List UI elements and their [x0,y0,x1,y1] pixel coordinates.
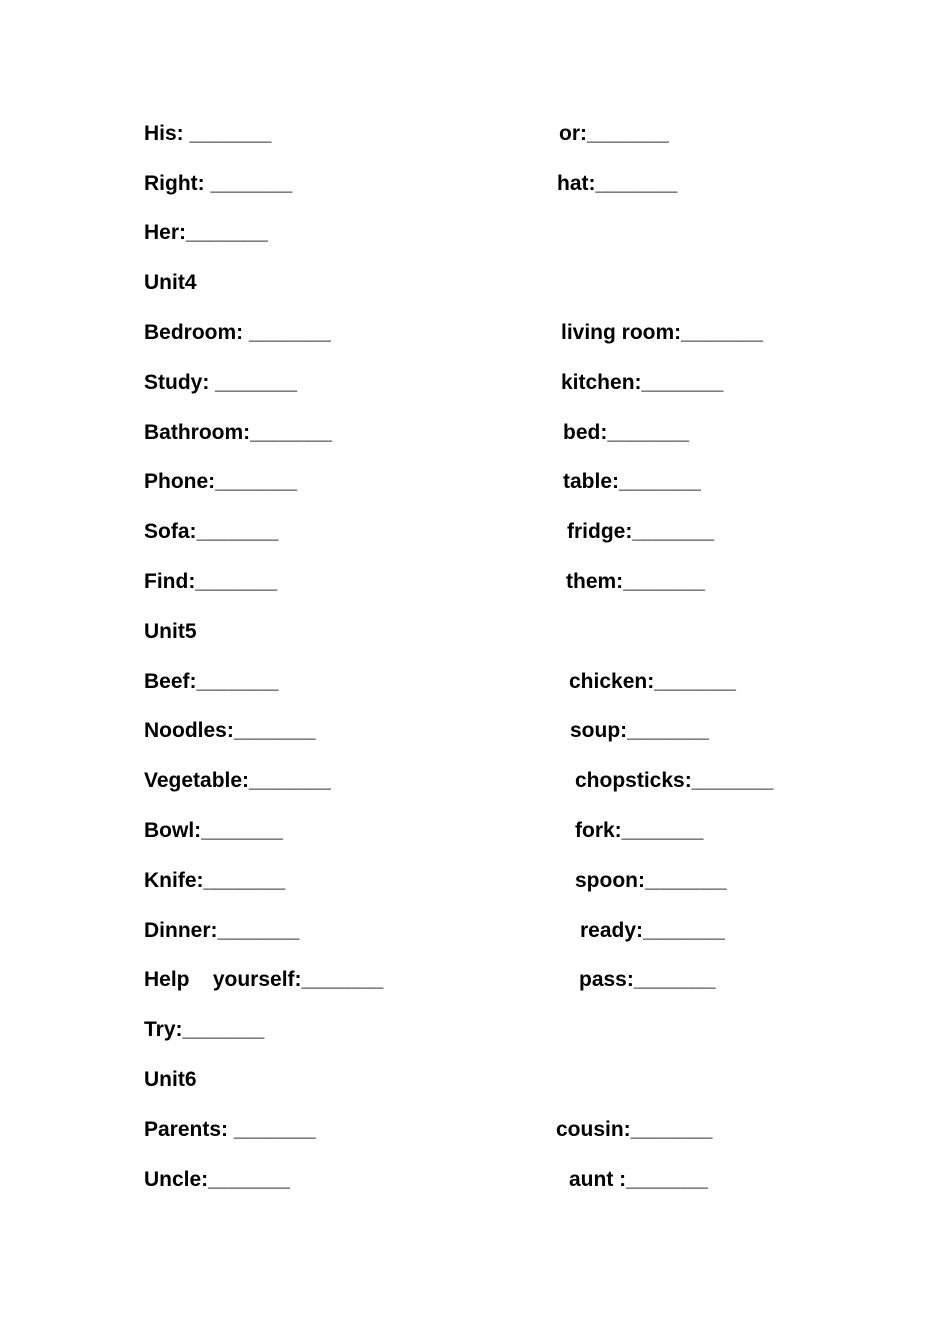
row-left-text: Help yourself:_______ [144,968,384,991]
worksheet-row [0,1165,950,1195]
row-left-text: Bedroom: _______ [144,321,331,344]
unit-heading: Unit5 [144,620,197,643]
row-right-text: table:_______ [563,470,701,493]
row-right-text: ready:_______ [580,919,725,942]
row-right-text: aunt :_______ [569,1168,708,1191]
unit-heading: Unit6 [144,1068,197,1091]
row-left-text: Right: _______ [144,172,293,195]
row-left-text: Uncle:_______ [144,1168,290,1191]
row-right-text: cousin:_______ [556,1118,713,1141]
worksheet-row [0,318,950,348]
row-left-text: Beef:_______ [144,670,279,693]
worksheet-row [0,218,950,248]
row-left-text: Knife:_______ [144,869,286,892]
row-left-text: Dinner:_______ [144,919,300,942]
worksheet-row [0,169,950,199]
row-left-text: Bowl:_______ [144,819,283,842]
worksheet-row [0,667,950,697]
worksheet-row [0,119,950,149]
row-left-text: Study: _______ [144,371,297,394]
row-left-text: Her:_______ [144,221,268,244]
worksheet-row [0,467,950,497]
worksheet-row [0,866,950,896]
row-right-text: bed:_______ [563,421,690,444]
row-right-text: chopsticks:_______ [575,769,774,792]
row-left-text: Bathroom:_______ [144,421,332,444]
row-left-text: Sofa:_______ [144,520,279,543]
unit-heading-row [0,268,950,298]
row-right-text: living room:_______ [561,321,763,344]
row-left-text: Parents: _______ [144,1118,316,1141]
row-left-text: Noodles:_______ [144,719,316,742]
worksheet-row [0,965,950,995]
row-left-text: His: _______ [144,122,272,145]
row-right-text: them:_______ [566,570,705,593]
worksheet-row [0,816,950,846]
unit-heading: Unit4 [144,271,197,294]
row-right-text: kitchen:_______ [561,371,724,394]
worksheet-row [0,716,950,746]
row-right-text: fork:_______ [575,819,704,842]
row-left-text: Try:_______ [144,1018,265,1041]
worksheet-row [0,368,950,398]
unit-heading-row [0,617,950,647]
unit-heading-row [0,1065,950,1095]
row-left-text: Vegetable:_______ [144,769,331,792]
row-right-text: hat:_______ [557,172,678,195]
worksheet-row [0,517,950,547]
row-right-text: spoon:_______ [575,869,727,892]
row-right-text: or:_______ [559,122,669,145]
row-left-text: Phone:_______ [144,470,297,493]
row-right-text: chicken:_______ [569,670,736,693]
worksheet-row [0,766,950,796]
row-right-text: soup:_______ [570,719,709,742]
worksheet-row [0,418,950,448]
row-right-text: fridge:_______ [567,520,715,543]
worksheet-row [0,567,950,597]
worksheet-row [0,916,950,946]
row-right-text: pass:_______ [579,968,716,991]
worksheet-row [0,1115,950,1145]
row-left-text: Find:_______ [144,570,278,593]
worksheet-row [0,1015,950,1045]
